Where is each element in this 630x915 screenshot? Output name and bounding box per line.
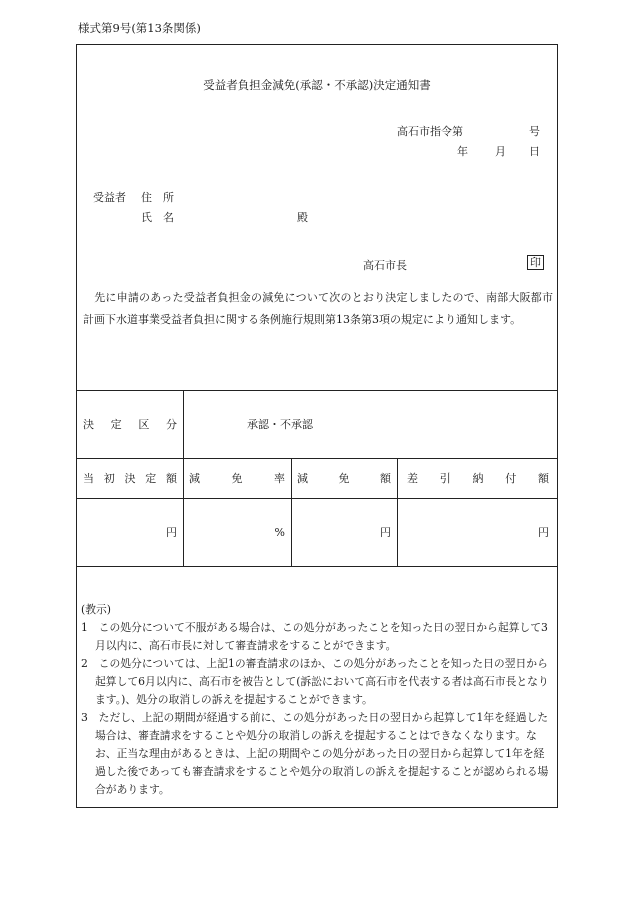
name-label: 氏 名 xyxy=(141,211,174,224)
notice-body: 先に申請のあった受益者負担金の減免について次のとおり決定しましたので、南部大阪都市計画下水道事業受益者負担に関する条例施行規則第13条第3項の規定により通知します。 xyxy=(83,291,553,326)
document-title: 受益者負担金減免(承認・不承認)決定通知書 xyxy=(203,78,431,92)
column-divider xyxy=(183,390,184,566)
note-item: 3 ただし、上記の期間が経過する前に、この処分があった日の翌日から起算して1年を経過した場合は、審査請求をすることや処分の取消しの訴えを提起することはできなくなります。なお、正当な理由があるときは、上記の期間やこの処分があった日の翌日から起算して1年を経過した後であっても審査請求をすることや処分の取消しの訴えを提起することが認められる場合があります。 xyxy=(81,711,549,796)
header-reduction-rate: 減 免 率 xyxy=(189,472,285,485)
unit-initial-amount: 円 xyxy=(166,526,177,539)
decision-value: 承認・不承認 xyxy=(247,418,313,431)
header-reduction-amount: 減 免 額 xyxy=(297,472,391,485)
doc-number-prefix: 高石市指令第 xyxy=(397,125,463,138)
notice-form xyxy=(76,44,558,808)
header-initial-amount: 当 初 決 定 額 xyxy=(83,472,177,485)
unit-net-payment: 円 xyxy=(538,526,549,539)
header-net-payment: 差 引 納 付 額 xyxy=(407,472,549,485)
doc-number-suffix: 号 xyxy=(529,125,540,138)
unit-reduction-amount: 円 xyxy=(380,526,391,539)
decision-label: 決 定 区 分 xyxy=(83,418,177,431)
note-item: 2 この処分については、上記1の審査請求のほか、この処分があったことを知った日の翌日から起算して6月以内に、高石市を被告として(訴訟において高石市を代表する者は高石市長となります。)、処分の取消しの訴えを提起することができます。 xyxy=(81,657,549,706)
notes-heading: (教示) xyxy=(81,603,112,616)
address-label: 住 所 xyxy=(141,191,174,204)
recipient-label: 受益者 xyxy=(93,191,126,204)
table-bottom-border xyxy=(77,566,557,567)
honorific: 殿 xyxy=(297,211,308,224)
date-day: 日 xyxy=(529,145,540,158)
unit-reduction-rate: % xyxy=(274,525,285,539)
appeal-notice xyxy=(81,601,553,799)
seal-mark: 印 xyxy=(527,255,544,270)
note-item: 1 この処分について不服がある場合は、この処分があったことを知った日の翌日から起算して3月以内に、高石市長に対して審査請求をすることができます。 xyxy=(81,621,548,652)
date-month: 月 xyxy=(495,145,506,158)
date-year: 年 xyxy=(457,145,468,158)
column-divider xyxy=(397,458,398,566)
form-number: 様式第9号(第13条関係) xyxy=(78,21,201,35)
issuer-name: 高石市長 xyxy=(363,259,407,272)
column-divider xyxy=(291,458,292,566)
